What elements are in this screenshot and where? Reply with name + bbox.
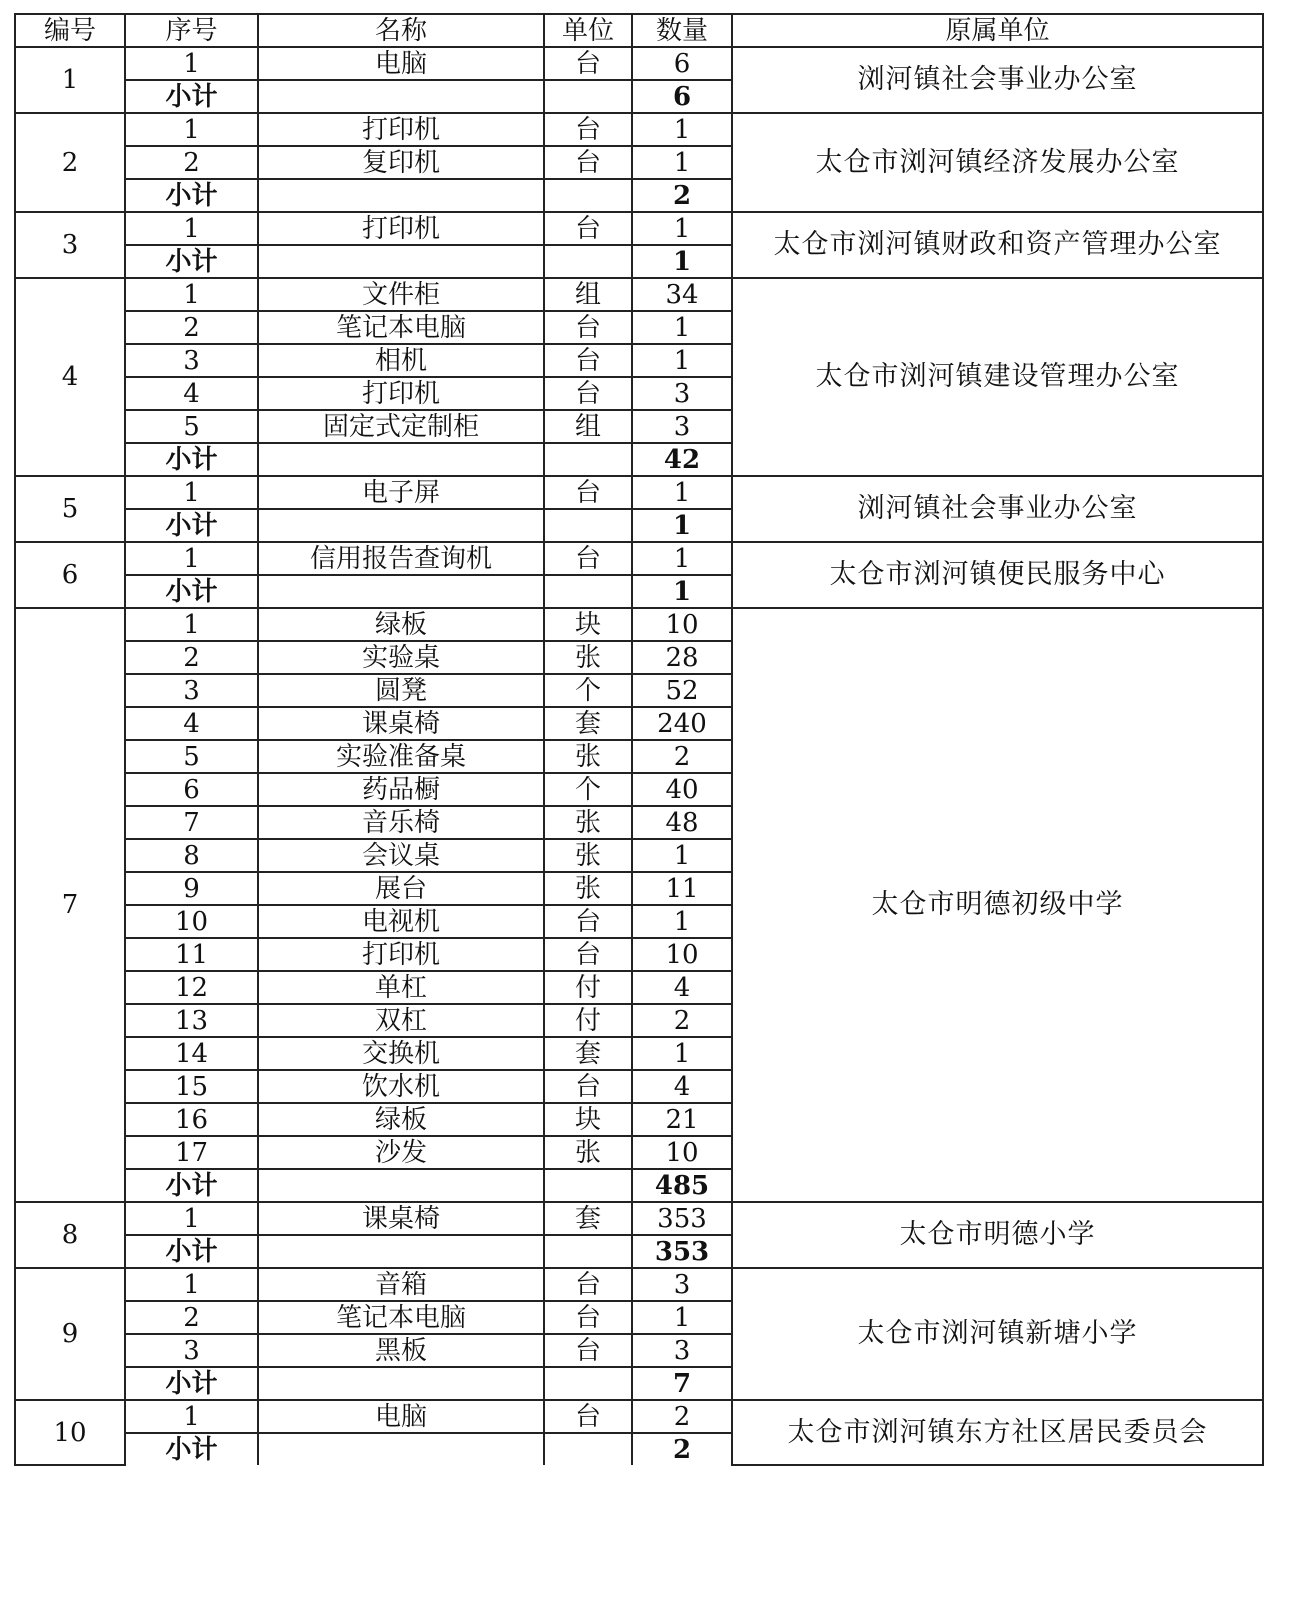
subtotal-qty: 6	[632, 80, 732, 113]
item-unit: 组	[544, 278, 632, 311]
item-name: 实验准备桌	[258, 740, 544, 773]
item-unit: 张	[544, 872, 632, 905]
item-unit: 台	[544, 1400, 632, 1433]
item-seq: 2	[125, 146, 258, 179]
item-qty: 240	[632, 707, 732, 740]
item-name: 课桌椅	[258, 1202, 544, 1235]
item-name: 药品橱	[258, 773, 544, 806]
table-row	[15, 113, 1263, 146]
subtotal-label: 小计	[125, 575, 258, 608]
group-code: 5	[15, 476, 125, 542]
item-seq: 1	[125, 1400, 258, 1433]
item-qty: 3	[632, 1334, 732, 1367]
item-name: 绿板	[258, 608, 544, 641]
item-seq: 13	[125, 1004, 258, 1037]
group-code: 7	[15, 608, 125, 1202]
item-unit: 台	[544, 47, 632, 80]
table-row	[15, 212, 1263, 245]
subtotal-qty: 1	[632, 245, 732, 278]
item-name: 音乐椅	[258, 806, 544, 839]
item-seq: 7	[125, 806, 258, 839]
item-unit: 台	[544, 146, 632, 179]
item-name: 实验桌	[258, 641, 544, 674]
item-name: 笔记本电脑	[258, 311, 544, 344]
item-seq: 14	[125, 1037, 258, 1070]
empty-cell	[258, 1235, 544, 1268]
item-seq: 4	[125, 377, 258, 410]
subtotal-qty: 1	[632, 575, 732, 608]
subtotal-qty: 2	[632, 179, 732, 212]
item-seq: 10	[125, 905, 258, 938]
item-seq: 6	[125, 773, 258, 806]
item-name: 笔记本电脑	[258, 1301, 544, 1334]
original-unit: 太仓市浏河镇便民服务中心	[732, 542, 1263, 608]
group-code: 6	[15, 542, 125, 608]
header-qty: 数量	[632, 14, 732, 47]
empty-cell	[258, 1169, 544, 1202]
header-seq: 序号	[125, 14, 258, 47]
item-seq: 1	[125, 1268, 258, 1301]
item-name: 复印机	[258, 146, 544, 179]
item-qty: 4	[632, 1070, 732, 1103]
item-unit: 台	[544, 476, 632, 509]
subtotal-label: 小计	[125, 1433, 258, 1465]
item-name: 黑板	[258, 1334, 544, 1367]
item-seq: 1	[125, 608, 258, 641]
original-unit: 太仓市明德初级中学	[732, 608, 1263, 1202]
header-name: 名称	[258, 14, 544, 47]
item-qty: 3	[632, 377, 732, 410]
item-name: 展台	[258, 872, 544, 905]
item-seq: 5	[125, 410, 258, 443]
item-name: 电视机	[258, 905, 544, 938]
table-row	[15, 476, 1263, 509]
item-unit: 张	[544, 806, 632, 839]
subtotal-qty: 485	[632, 1169, 732, 1202]
header-unit: 单位	[544, 14, 632, 47]
item-qty: 40	[632, 773, 732, 806]
item-unit: 台	[544, 113, 632, 146]
item-name: 信用报告查询机	[258, 542, 544, 575]
subtotal-label: 小计	[125, 80, 258, 113]
subtotal-label: 小计	[125, 245, 258, 278]
item-unit: 台	[544, 377, 632, 410]
item-unit: 个	[544, 674, 632, 707]
item-name: 打印机	[258, 212, 544, 245]
empty-cell	[544, 509, 632, 542]
item-seq: 1	[125, 542, 258, 575]
item-name: 打印机	[258, 113, 544, 146]
item-qty: 2	[632, 740, 732, 773]
group-code: 10	[15, 1400, 125, 1465]
table-row	[15, 1268, 1263, 1301]
empty-cell	[258, 179, 544, 212]
item-unit: 套	[544, 707, 632, 740]
item-unit: 台	[544, 344, 632, 377]
item-seq: 3	[125, 344, 258, 377]
item-qty: 1	[632, 113, 732, 146]
item-qty: 11	[632, 872, 732, 905]
item-qty: 1	[632, 344, 732, 377]
subtotal-label: 小计	[125, 443, 258, 476]
empty-cell	[544, 443, 632, 476]
item-unit: 台	[544, 905, 632, 938]
item-seq: 1	[125, 212, 258, 245]
item-name: 沙发	[258, 1136, 544, 1169]
table-row	[15, 1400, 1263, 1433]
item-unit: 块	[544, 1103, 632, 1136]
item-name: 电子屏	[258, 476, 544, 509]
item-name: 课桌椅	[258, 707, 544, 740]
empty-cell	[544, 1169, 632, 1202]
header-code: 编号	[15, 14, 125, 47]
item-seq: 2	[125, 1301, 258, 1334]
empty-cell	[544, 1433, 632, 1465]
original-unit: 太仓市浏河镇东方社区居民委员会	[732, 1400, 1263, 1465]
item-seq: 16	[125, 1103, 258, 1136]
item-unit: 块	[544, 608, 632, 641]
item-name: 交换机	[258, 1037, 544, 1070]
item-qty: 52	[632, 674, 732, 707]
item-qty: 1	[632, 1301, 732, 1334]
empty-cell	[258, 509, 544, 542]
empty-cell	[544, 1367, 632, 1400]
empty-cell	[258, 575, 544, 608]
item-unit: 付	[544, 1004, 632, 1037]
empty-cell	[258, 1433, 544, 1465]
item-name: 绿板	[258, 1103, 544, 1136]
item-seq: 1	[125, 113, 258, 146]
item-unit: 张	[544, 839, 632, 872]
subtotal-qty: 1	[632, 509, 732, 542]
item-seq: 3	[125, 1334, 258, 1367]
table-row	[15, 608, 1263, 641]
original-unit: 太仓市浏河镇经济发展办公室	[732, 113, 1263, 212]
header-org: 原属单位	[732, 14, 1263, 47]
item-seq: 1	[125, 1202, 258, 1235]
empty-cell	[544, 179, 632, 212]
subtotal-qty: 353	[632, 1235, 732, 1268]
item-qty: 2	[632, 1004, 732, 1037]
item-unit: 组	[544, 410, 632, 443]
item-name: 饮水机	[258, 1070, 544, 1103]
group-code: 2	[15, 113, 125, 212]
asset-transfer-table	[14, 13, 1264, 1466]
item-unit: 套	[544, 1037, 632, 1070]
subtotal-label: 小计	[125, 179, 258, 212]
original-unit: 太仓市浏河镇新塘小学	[732, 1268, 1263, 1400]
item-qty: 3	[632, 410, 732, 443]
item-unit: 套	[544, 1202, 632, 1235]
original-unit: 太仓市浏河镇财政和资产管理办公室	[732, 212, 1263, 278]
group-code: 9	[15, 1268, 125, 1400]
item-qty: 1	[632, 839, 732, 872]
item-qty: 48	[632, 806, 732, 839]
item-qty: 21	[632, 1103, 732, 1136]
table-row	[15, 542, 1263, 575]
empty-cell	[544, 80, 632, 113]
original-unit: 太仓市明德小学	[732, 1202, 1263, 1268]
group-code: 3	[15, 212, 125, 278]
item-qty: 1	[632, 542, 732, 575]
header-row	[15, 14, 1263, 47]
item-name: 固定式定制柜	[258, 410, 544, 443]
item-qty: 10	[632, 938, 732, 971]
group-code: 8	[15, 1202, 125, 1268]
subtotal-qty: 42	[632, 443, 732, 476]
empty-cell	[258, 1367, 544, 1400]
table-row	[15, 1202, 1263, 1235]
item-name: 相机	[258, 344, 544, 377]
group-code: 4	[15, 278, 125, 476]
table-row	[15, 278, 1263, 311]
item-qty: 353	[632, 1202, 732, 1235]
item-unit: 张	[544, 740, 632, 773]
table-row	[15, 47, 1263, 80]
item-name: 音箱	[258, 1268, 544, 1301]
item-qty: 1	[632, 311, 732, 344]
item-name: 电脑	[258, 1400, 544, 1433]
item-seq: 2	[125, 641, 258, 674]
item-name: 双杠	[258, 1004, 544, 1037]
item-name: 会议桌	[258, 839, 544, 872]
item-qty: 3	[632, 1268, 732, 1301]
empty-cell	[544, 1235, 632, 1268]
original-unit: 浏河镇社会事业办公室	[732, 47, 1263, 113]
item-qty: 1	[632, 212, 732, 245]
original-unit: 太仓市浏河镇建设管理办公室	[732, 278, 1263, 476]
item-seq: 1	[125, 476, 258, 509]
empty-cell	[258, 80, 544, 113]
item-unit: 台	[544, 1334, 632, 1367]
item-name: 电脑	[258, 47, 544, 80]
item-unit: 台	[544, 1301, 632, 1334]
item-unit: 台	[544, 311, 632, 344]
subtotal-label: 小计	[125, 1367, 258, 1400]
item-qty: 2	[632, 1400, 732, 1433]
original-unit: 浏河镇社会事业办公室	[732, 476, 1263, 542]
item-seq: 5	[125, 740, 258, 773]
item-name: 打印机	[258, 377, 544, 410]
item-qty: 10	[632, 1136, 732, 1169]
item-qty: 34	[632, 278, 732, 311]
item-name: 打印机	[258, 938, 544, 971]
item-unit: 台	[544, 938, 632, 971]
item-qty: 1	[632, 476, 732, 509]
item-unit: 张	[544, 1136, 632, 1169]
subtotal-qty: 2	[632, 1433, 732, 1465]
item-unit: 个	[544, 773, 632, 806]
item-unit: 张	[544, 641, 632, 674]
item-qty: 1	[632, 905, 732, 938]
item-name: 单杠	[258, 971, 544, 1004]
item-name: 圆凳	[258, 674, 544, 707]
item-unit: 付	[544, 971, 632, 1004]
item-unit: 台	[544, 1268, 632, 1301]
item-seq: 3	[125, 674, 258, 707]
subtotal-label: 小计	[125, 1169, 258, 1202]
table-body	[15, 47, 1263, 1465]
empty-cell	[258, 245, 544, 278]
item-qty: 10	[632, 608, 732, 641]
item-qty: 28	[632, 641, 732, 674]
item-seq: 15	[125, 1070, 258, 1103]
empty-cell	[544, 245, 632, 278]
group-code: 1	[15, 47, 125, 113]
item-name: 文件柜	[258, 278, 544, 311]
item-unit: 台	[544, 212, 632, 245]
item-seq: 1	[125, 47, 258, 80]
item-qty: 1	[632, 146, 732, 179]
item-seq: 2	[125, 311, 258, 344]
subtotal-label: 小计	[125, 509, 258, 542]
subtotal-qty: 7	[632, 1367, 732, 1400]
item-seq: 9	[125, 872, 258, 905]
item-seq: 4	[125, 707, 258, 740]
empty-cell	[258, 443, 544, 476]
item-seq: 8	[125, 839, 258, 872]
item-qty: 6	[632, 47, 732, 80]
item-seq: 12	[125, 971, 258, 1004]
item-seq: 1	[125, 278, 258, 311]
item-unit: 台	[544, 1070, 632, 1103]
item-unit: 台	[544, 542, 632, 575]
item-qty: 1	[632, 1037, 732, 1070]
item-qty: 4	[632, 971, 732, 1004]
empty-cell	[544, 575, 632, 608]
item-seq: 11	[125, 938, 258, 971]
subtotal-label: 小计	[125, 1235, 258, 1268]
item-seq: 17	[125, 1136, 258, 1169]
